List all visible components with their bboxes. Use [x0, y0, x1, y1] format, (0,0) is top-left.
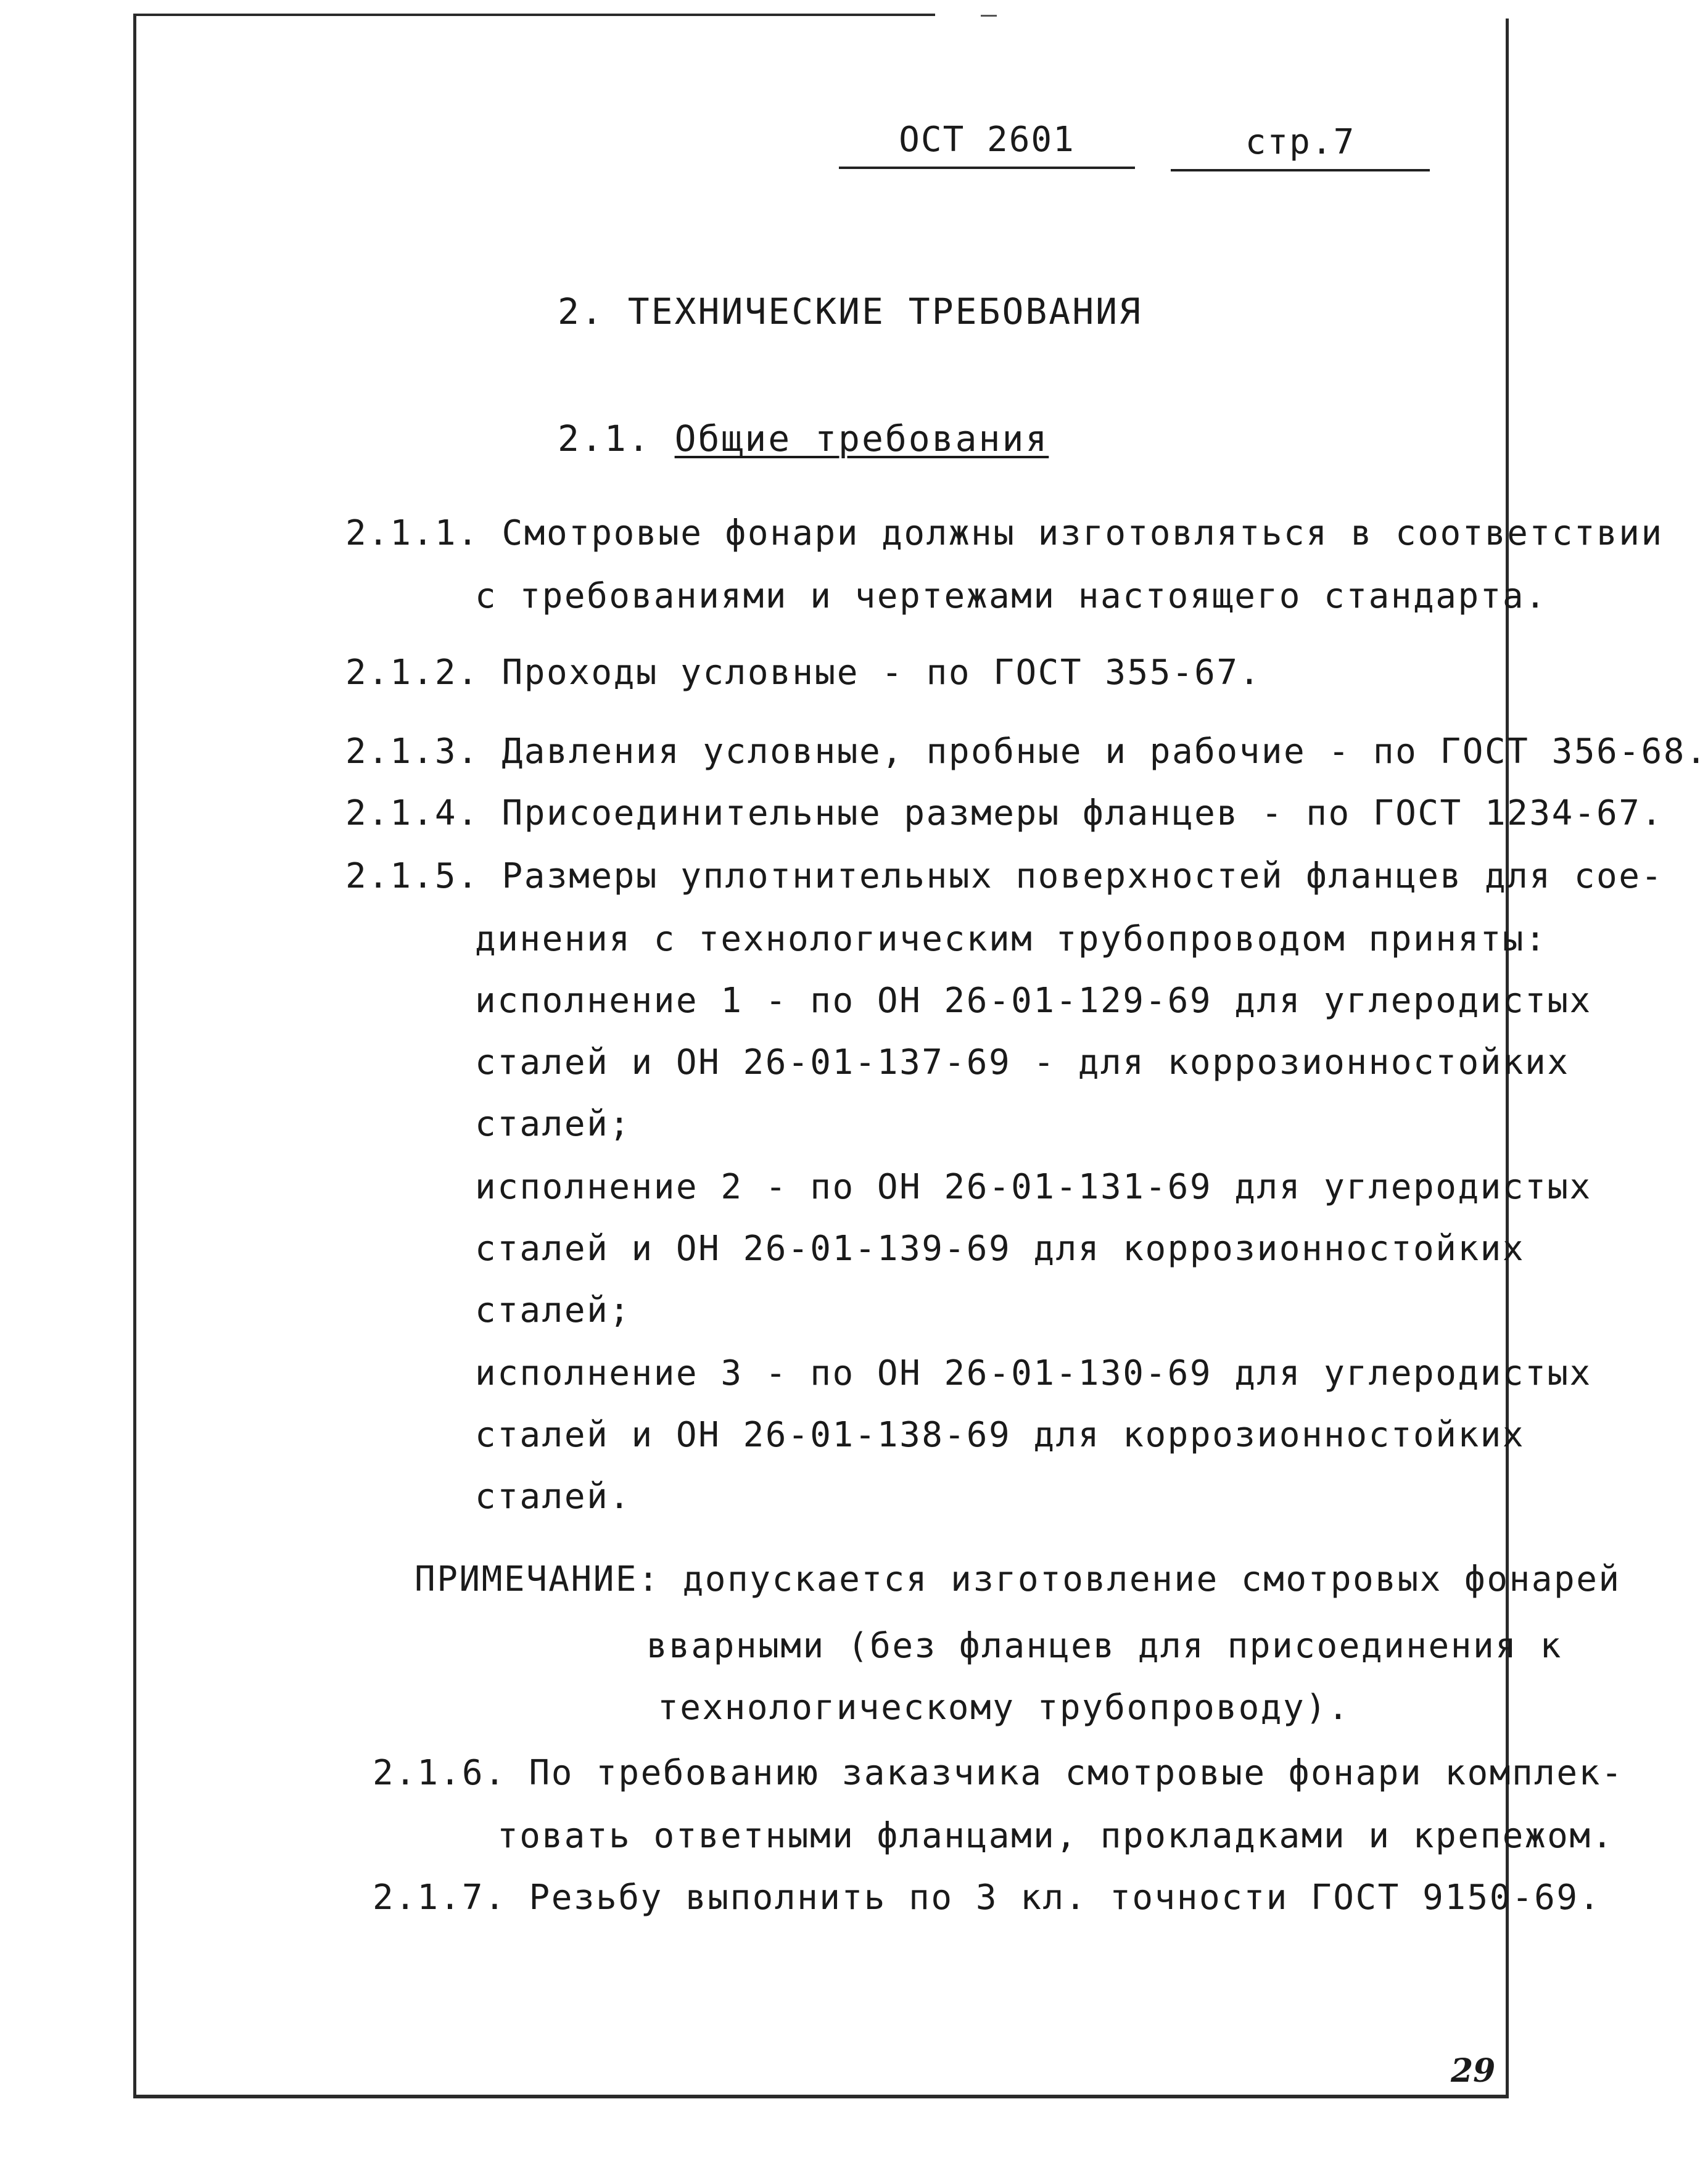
clause-text: По требованию заказчика смотровые фонари комплек-: [529, 1753, 1624, 1793]
clause-text: Присоединительные размеры фланцев - по ГОСТ 1234-67.: [501, 793, 1664, 833]
subsection-heading: [558, 417, 1049, 460]
frame-bottom-border: [133, 2095, 1509, 2098]
clause-2-1-6-first-line: [373, 1752, 1623, 1795]
clause-2-1-5-first-line: [345, 855, 1664, 898]
clause-text: Размеры уплотнительных поверхностей фланцев для сое-: [501, 856, 1664, 896]
clause-2-1-5-line-7: сталей и ОН 26-01-139-69 для коррозионностойких: [475, 1229, 1525, 1269]
clause-2-1-5-line-11: сталей.: [475, 1477, 632, 1517]
clause-2-1-5-line-3: исполнение 1 - по ОН 26-01-129-69 для углеродистых: [475, 981, 1592, 1021]
note-text: допускается изготовление смотровых фонарей: [682, 1559, 1621, 1599]
note-line-3: технологическому трубопроводу).: [658, 1688, 1350, 1728]
clause-2-1-2: [345, 651, 1261, 695]
clause-2-1-6-line-2: товать ответными фланцами, прокладками и крепежом.: [497, 1816, 1614, 1856]
clause-2-1-7: [373, 1876, 1601, 1920]
clause-2-1-1-line-2: с требованиями и чертежами настоящего стандарта.: [475, 576, 1548, 616]
clause-text: Проходы условные - по ГОСТ 355-67.: [501, 653, 1261, 693]
clause-number: 2.1.5.: [345, 856, 480, 896]
frame-top-border: [133, 14, 935, 16]
note-label: ПРИМЕЧАНИЕ:: [415, 1559, 661, 1599]
clause-2-1-5-line-5: сталей;: [475, 1104, 632, 1144]
clause-text: Резьбу выполнить по 3 кл. точности ГОСТ 9150-69.: [529, 1878, 1601, 1918]
note-first-line: [415, 1558, 1621, 1601]
clause-number: 2.1.3.: [345, 732, 480, 772]
frame-top-mark: [981, 15, 997, 17]
clause-2-1-1-first-line: [345, 512, 1664, 555]
subsection-title: Общие требования: [674, 418, 1049, 460]
clause-number: 2.1.4.: [345, 793, 480, 833]
clause-2-1-4: [345, 792, 1664, 835]
clause-number: 2.1.2.: [345, 653, 480, 693]
clause-2-1-5-line-10: сталей и ОН 26-01-138-69 для коррозионностойких: [475, 1415, 1525, 1455]
clause-text: Смотровые фонари должны изготовляться в соответствии: [501, 513, 1664, 553]
clause-2-1-5-line-8: сталей;: [475, 1290, 632, 1330]
clause-2-1-5-line-6: исполнение 2 - по ОН 26-01-131-69 для углеродистых: [475, 1167, 1592, 1207]
section-title: 2. ТЕХНИЧЕСКИЕ ТРЕБОВАНИЯ: [558, 291, 1142, 332]
frame-left-border: [133, 14, 136, 2097]
clause-2-1-5-line-2: динения с технологическим трубопроводом приняты:: [475, 919, 1548, 959]
clause-number: 2.1.1.: [345, 513, 480, 553]
clause-number: 2.1.7.: [373, 1878, 507, 1918]
clause-number: 2.1.6.: [373, 1753, 507, 1793]
sheet-number: 29: [1451, 2052, 1496, 2090]
clause-2-1-5-line-4: сталей и ОН 26-01-137-69 - для коррозионностойких: [475, 1042, 1570, 1082]
clause-text: Давления условные, пробные и рабочие - по ГОСТ 356-68.: [501, 732, 1708, 772]
subsection-number: 2.1.: [558, 418, 651, 460]
document-code: ОСТ 2601: [839, 118, 1135, 169]
page-label: стр.7: [1171, 121, 1430, 171]
clause-2-1-3: [345, 730, 1708, 773]
note-line-2: вварными (без фланцев для присоединения к: [646, 1626, 1562, 1666]
clause-2-1-5-line-9: исполнение 3 - по ОН 26-01-130-69 для углеродистых: [475, 1353, 1592, 1393]
